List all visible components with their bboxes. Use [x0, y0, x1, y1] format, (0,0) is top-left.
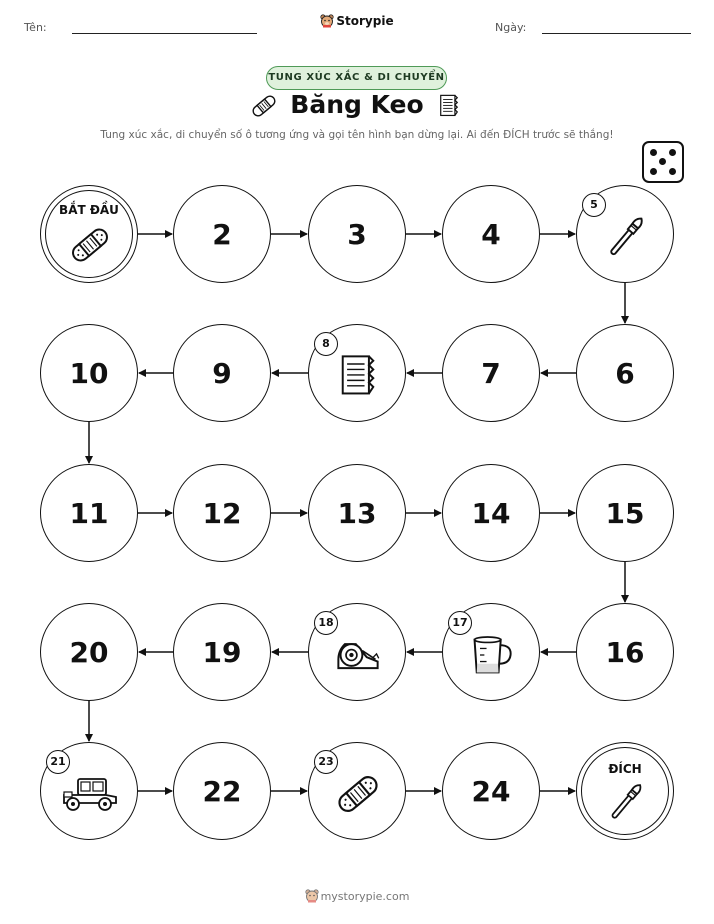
- vintage-car-icon: [60, 764, 120, 829]
- board-cell[interactable]: [308, 464, 406, 562]
- finish-cell[interactable]: [576, 742, 674, 840]
- cell-number: 12: [202, 496, 242, 530]
- cell-number: 14: [471, 496, 511, 530]
- cell-number: 3: [347, 217, 367, 251]
- cell-number: 2: [212, 217, 232, 251]
- cell-number: 24: [471, 774, 511, 808]
- brand-name: Storypie: [336, 14, 394, 28]
- cell-number-badge: 18: [314, 611, 338, 635]
- cell-number: 9: [212, 356, 232, 390]
- board-cell[interactable]: [40, 324, 138, 422]
- board-cell[interactable]: [308, 185, 406, 283]
- date-label: Ngày:: [495, 21, 527, 34]
- board-cell[interactable]: [576, 324, 674, 422]
- paintbrush-icon: [604, 780, 648, 829]
- cell-number: 13: [337, 496, 377, 530]
- footer-site: mystorypie.com: [320, 890, 410, 903]
- cell-number: 10: [69, 356, 109, 390]
- cell-number: 22: [202, 774, 242, 808]
- instructions: Tung xúc xắc, di chuyển số ô tương ứng và gọi tên hình bạn dừng lại. Ai đến ĐÍCH trước sẽ thắng!: [100, 129, 614, 141]
- footer: [0, 889, 714, 906]
- board-cell[interactable]: [308, 324, 406, 422]
- board-cell[interactable]: [442, 742, 540, 840]
- bandage-icon: [334, 770, 382, 823]
- cell-number: 4: [481, 217, 501, 251]
- cell-number: 11: [69, 496, 109, 530]
- board-cell[interactable]: [40, 603, 138, 701]
- board-cell[interactable]: [576, 185, 674, 283]
- board-cell[interactable]: [173, 742, 271, 840]
- board-cell[interactable]: [173, 324, 271, 422]
- start-label: BẮT ĐẦU: [59, 203, 119, 217]
- board-cell[interactable]: [40, 464, 138, 562]
- board-cell[interactable]: [442, 464, 540, 562]
- tape-dispenser-icon: [334, 631, 382, 684]
- board-cell[interactable]: [173, 464, 271, 562]
- board-cell[interactable]: [173, 603, 271, 701]
- board-cell[interactable]: [308, 742, 406, 840]
- board-cell[interactable]: [576, 603, 674, 701]
- board-cell[interactable]: [442, 185, 540, 283]
- start-cell[interactable]: [40, 185, 138, 283]
- name-label: Tên:: [24, 21, 47, 34]
- cell-number: 6: [615, 356, 635, 390]
- cell-number: 19: [202, 635, 242, 669]
- paintbrush-icon: [602, 213, 650, 266]
- bear-logo-icon: [305, 889, 319, 906]
- cell-number: 20: [69, 635, 109, 669]
- board-cell[interactable]: [442, 324, 540, 422]
- page-title: Băng Keo: [290, 90, 424, 119]
- cell-number: 7: [481, 356, 501, 390]
- cell-number: 16: [605, 635, 645, 669]
- board-cell[interactable]: [576, 464, 674, 562]
- bandage-icon: [68, 223, 112, 272]
- measuring-cup-icon: [468, 631, 516, 684]
- board-cell[interactable]: [442, 603, 540, 701]
- cell-number-badge: 23: [314, 750, 338, 774]
- finish-label: ĐÍCH: [608, 762, 642, 776]
- cell-number-badge: 17: [448, 611, 472, 635]
- cell-number-badge: 21: [46, 750, 70, 774]
- cell-number-badge: 5: [582, 193, 606, 217]
- cell-number: 15: [605, 496, 645, 530]
- notepad-icon: [334, 352, 382, 405]
- cell-number-badge: 8: [314, 332, 338, 356]
- board-cell[interactable]: [40, 742, 138, 840]
- board-cell[interactable]: [308, 603, 406, 701]
- game-type-badge: TUNG XÚC XẮC & DI CHUYỂN: [266, 66, 447, 90]
- board-cell[interactable]: [173, 185, 271, 283]
